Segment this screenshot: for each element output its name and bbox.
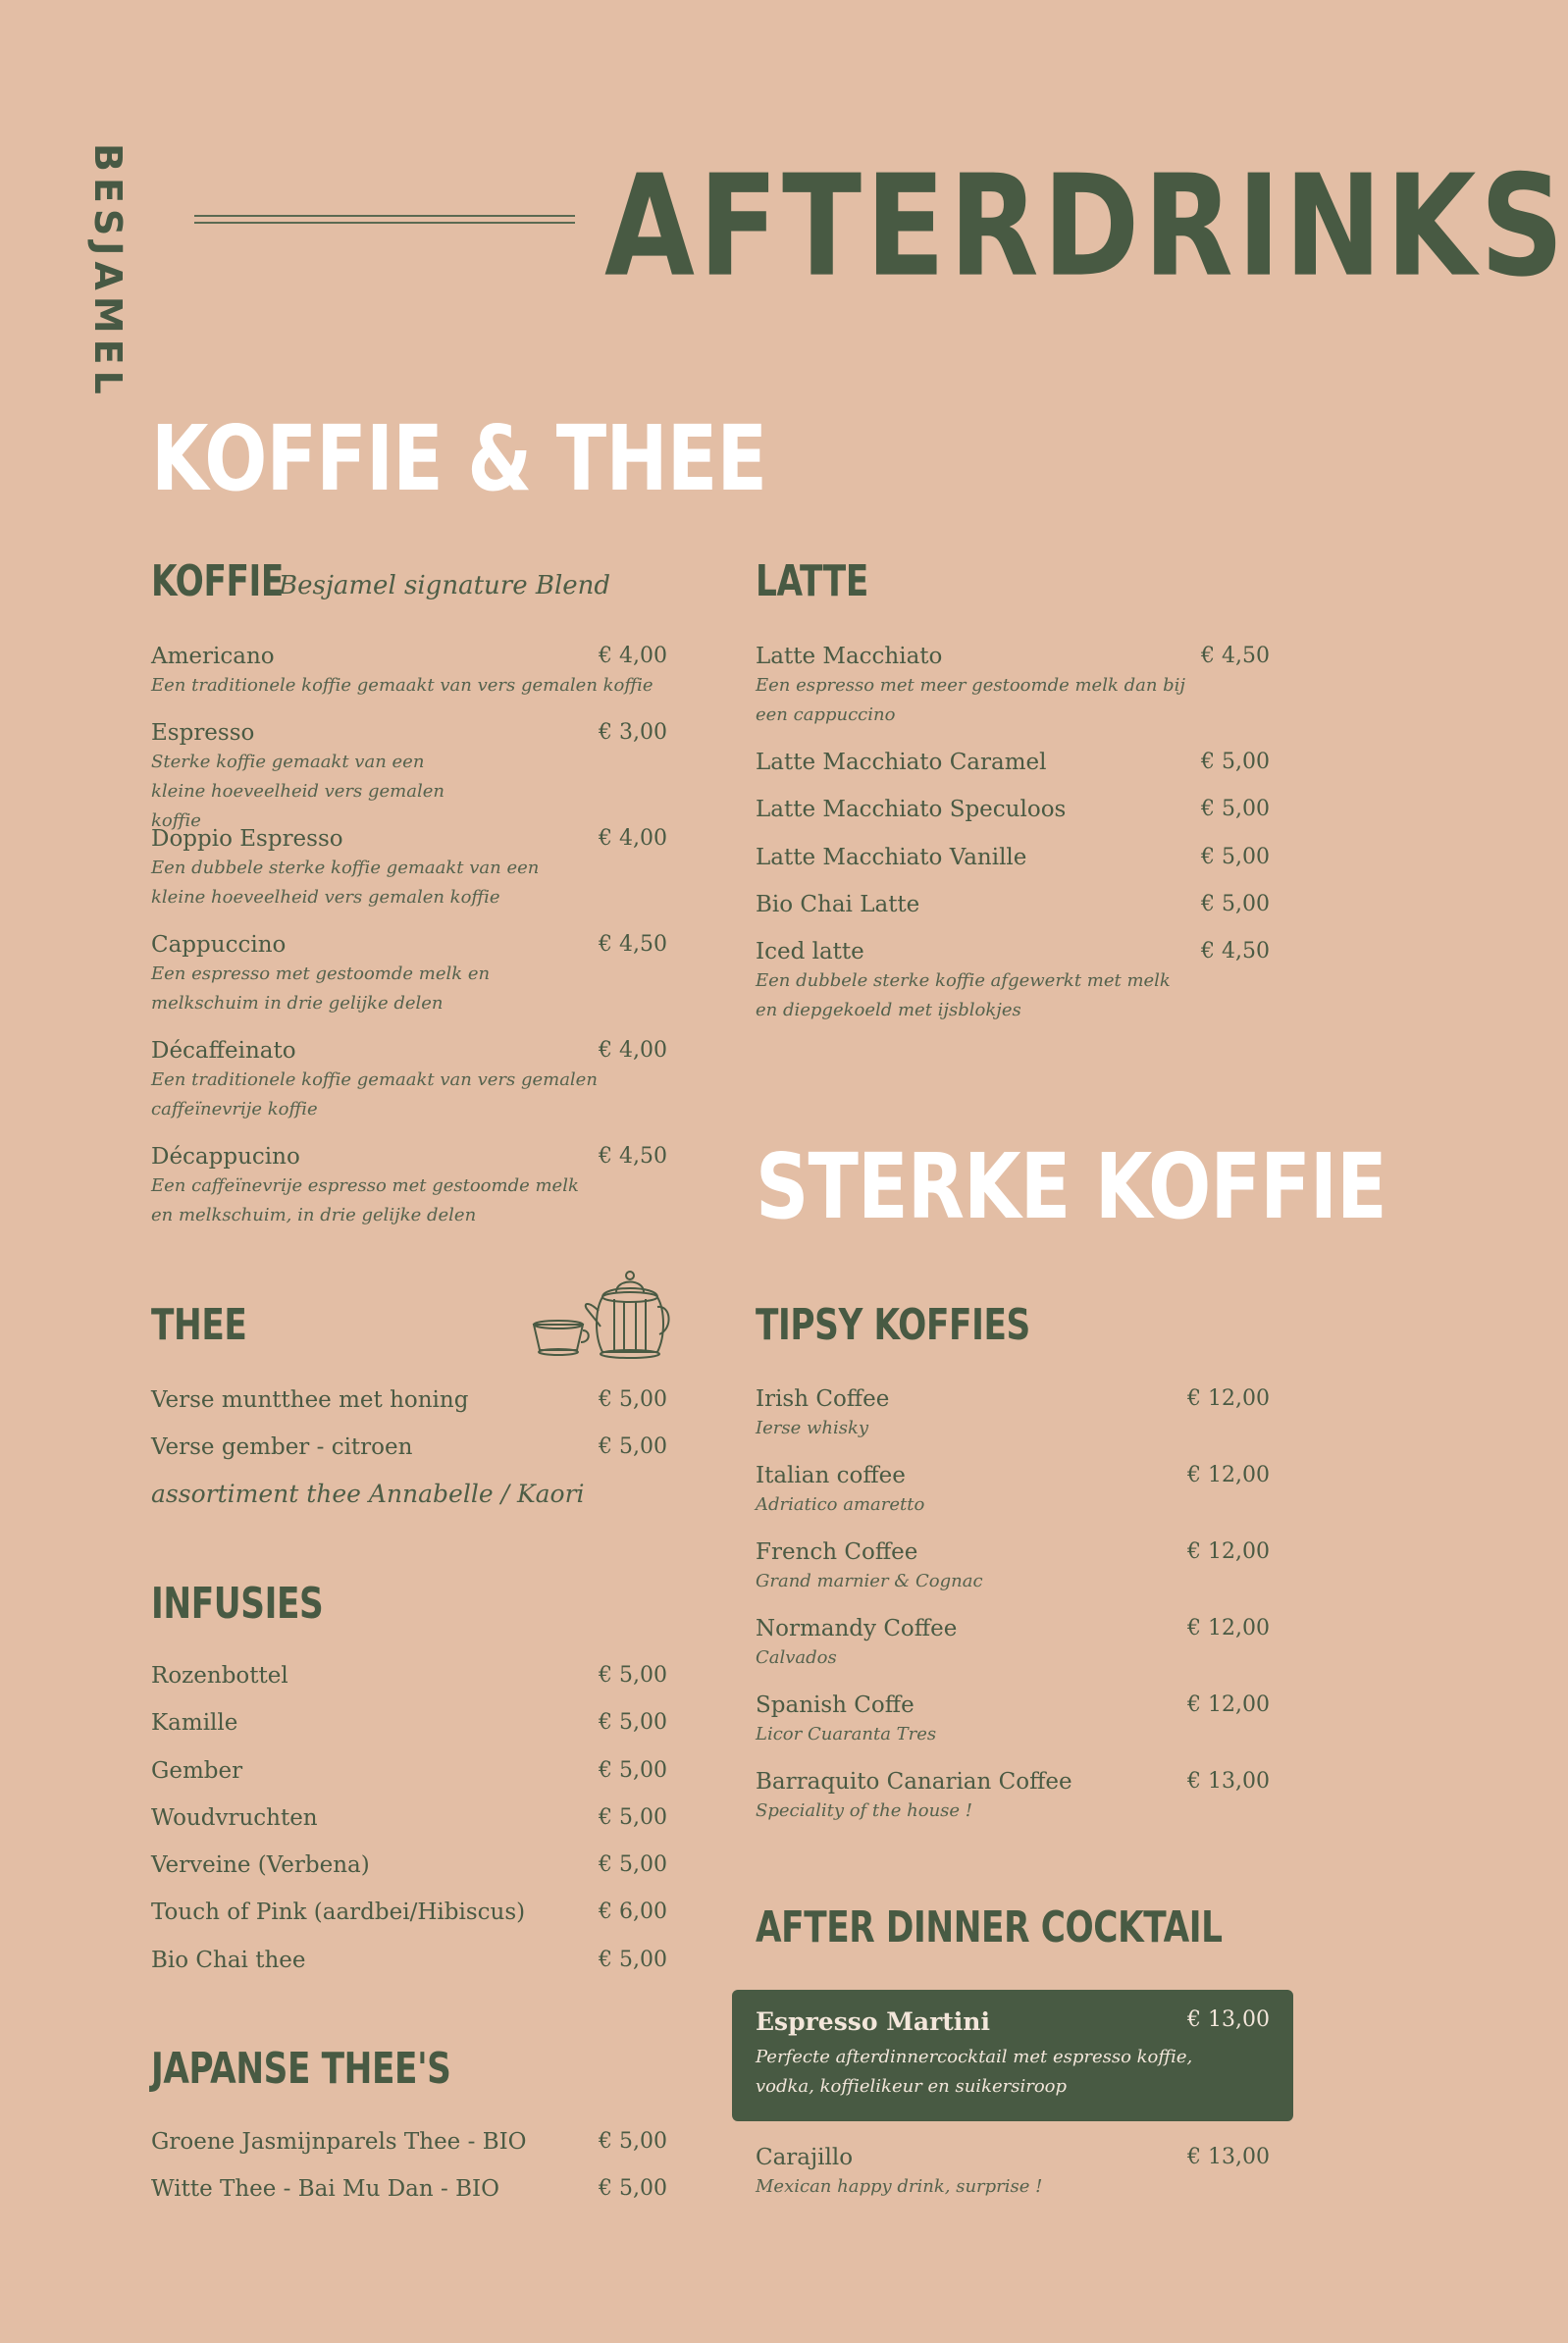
- item-name: Iced latte: [756, 939, 864, 964]
- menu-item: [756, 748, 1270, 777]
- header-rule: [194, 215, 575, 224]
- category-heading-tipsy-koffies: TIPSY KOFFIES: [756, 1300, 1030, 1350]
- item-name: Décaffeinato: [151, 1038, 296, 1064]
- menu-item: [151, 1708, 667, 1738]
- section-title-sterke-koffie: STERKE KOFFIE: [756, 1134, 1386, 1239]
- item-name: Décappucino: [151, 1144, 300, 1170]
- item-name: Rozenbottel: [151, 1663, 288, 1689]
- item-description: Speciality of the house !: [756, 1800, 973, 1821]
- logo-text: BESJAMEL: [86, 143, 130, 400]
- item-name: Groene Jasmijnparels Thee - BIO: [151, 2129, 527, 2155]
- item-description: Ierse whisky: [756, 1418, 869, 1438]
- item-price: € 4,50: [1201, 644, 1270, 668]
- item-name: Latte Macchiato Speculoos: [756, 797, 1067, 822]
- item-price: € 4,00: [599, 644, 667, 668]
- menu-item: [151, 1036, 667, 1124]
- item-name: Touch of Pink (aardbei/Hibiscus): [151, 1900, 526, 1925]
- menu-item: [151, 1142, 667, 1230]
- item-name: Latte Macchiato Caramel: [756, 750, 1047, 775]
- item-description: Mexican happy drink, surprise !: [756, 2176, 1043, 2197]
- item-name: French Coffee: [756, 1539, 918, 1565]
- item-name: Espresso: [151, 720, 255, 746]
- category-heading-latte: LATTE: [756, 556, 868, 606]
- featured-item-price: € 13,00: [1187, 2007, 1270, 2032]
- item-name: Americano: [151, 644, 275, 669]
- item-name: Normandy Coffee: [756, 1616, 958, 1641]
- item-description: Een espresso met gestoomde melk en melkschuim in drie gelijke delen: [151, 963, 491, 1014]
- menu-item: [756, 642, 1270, 730]
- item-price: € 5,00: [599, 1758, 667, 1783]
- menu-item: [756, 937, 1270, 1025]
- category-heading-infusies: INFUSIES: [151, 1579, 324, 1629]
- item-price: € 5,00: [1201, 750, 1270, 774]
- item-price: € 4,50: [599, 1144, 667, 1169]
- menu-item: [151, 1385, 667, 1415]
- menu-item: [151, 1850, 667, 1880]
- item-price: € 12,00: [1187, 1463, 1270, 1487]
- menu-item: [756, 843, 1270, 872]
- item-description: Een espresso met meer gestoomde melk dan bij een cappuccino: [756, 675, 1186, 725]
- category-heading-japanse-thee: JAPANSE THEE'S: [151, 2044, 451, 2094]
- koffie-tagline: Besjamel signature Blend: [279, 571, 611, 600]
- menu-item: [756, 1537, 1270, 1596]
- item-name: Latte Macchiato Vanille: [756, 845, 1027, 870]
- item-name: Witte Thee - Bai Mu Dan - BIO: [151, 2176, 499, 2202]
- item-name: Spanish Coffe: [756, 1692, 915, 1718]
- item-price: € 4,00: [599, 1038, 667, 1063]
- item-name: Cappuccino: [151, 932, 287, 958]
- item-name: Irish Coffee: [756, 1386, 890, 1412]
- featured-item-description: Perfecte afterdinnercocktail met espresso koffie, vodka, koffielikeur en suikersiroop: [756, 2047, 1193, 2097]
- item-description: Een dubbele sterke koffie gemaakt van een kleine hoeveelheid vers gemalen koffie: [151, 858, 540, 908]
- menu-item: [151, 930, 667, 1018]
- item-name: Kamille: [151, 1710, 238, 1736]
- item-price: € 5,00: [1201, 845, 1270, 869]
- item-price: € 6,00: [599, 1900, 667, 1924]
- item-name: Gember: [151, 1758, 243, 1784]
- menu-item: [756, 1461, 1270, 1520]
- item-price: € 5,00: [599, 1948, 667, 1972]
- item-name: Doppio Espresso: [151, 826, 343, 852]
- featured-item-name: Espresso Martini: [756, 2007, 990, 2036]
- item-name: Bio Chai Latte: [756, 892, 920, 917]
- menu-item: [151, 1898, 667, 1927]
- menu-item: [151, 642, 667, 701]
- item-price: € 12,00: [1187, 1692, 1270, 1717]
- item-description: Licor Cuaranta Tres: [756, 1724, 937, 1744]
- menu-item: [151, 824, 667, 912]
- item-price: € 5,00: [1201, 892, 1270, 916]
- page-title: AFTERDRINKS: [604, 144, 1568, 309]
- menu-item: [151, 1803, 667, 1833]
- menu-item: [151, 718, 667, 836]
- item-price: € 5,00: [599, 1387, 667, 1412]
- menu-item: [756, 890, 1270, 919]
- item-price: € 5,00: [599, 2176, 667, 2201]
- menu-item: [151, 1946, 667, 1975]
- item-price: € 3,00: [599, 720, 667, 745]
- item-description: Een caffeïnevrije espresso met gestoomde melk en melkschuim, in drie gelijke delen: [151, 1175, 579, 1225]
- item-price: € 5,00: [599, 1663, 667, 1688]
- teapot-icon: [530, 1268, 683, 1362]
- item-price: € 4,00: [599, 826, 667, 851]
- item-description: Grand marnier & Cognac: [756, 1571, 983, 1591]
- item-price: € 5,00: [599, 1434, 667, 1459]
- logo: [86, 143, 145, 400]
- item-name: Verse gember - citroen: [151, 1434, 413, 1460]
- item-price: € 5,00: [599, 1805, 667, 1830]
- item-description: Een traditionele koffie gemaakt van vers gemalen koffie: [151, 675, 653, 696]
- item-price: € 4,50: [1201, 939, 1270, 963]
- item-name: Carajillo: [756, 2145, 854, 2170]
- item-price: € 13,00: [1187, 2145, 1270, 2169]
- item-description: Een dubbele sterke koffie afgewerkt met melk en diepgekoeld met ijsblokjes: [756, 970, 1171, 1020]
- menu-item: [756, 1384, 1270, 1443]
- section-title-koffie-thee: KOFFIE & THEE: [151, 406, 767, 511]
- item-name: Verse muntthee met honing: [151, 1387, 469, 1413]
- menu-item: [151, 1756, 667, 1786]
- menu-item: [151, 2127, 667, 2157]
- item-name: Verveine (Verbena): [151, 1852, 370, 1878]
- menu-item: [756, 795, 1270, 824]
- item-price: € 4,50: [599, 932, 667, 957]
- item-description: Calvados: [756, 1647, 837, 1668]
- item-name: Woudvruchten: [151, 1805, 318, 1831]
- item-name: Bio Chai thee: [151, 1948, 306, 1973]
- menu-item: [151, 2174, 667, 2204]
- menu-item: [756, 2143, 1270, 2202]
- item-name: Barraquito Canarian Coffee: [756, 1769, 1072, 1795]
- item-name: Italian coffee: [756, 1463, 906, 1488]
- item-name: Latte Macchiato: [756, 644, 943, 669]
- item-price: € 5,00: [1201, 797, 1270, 821]
- menu-item: [756, 1767, 1270, 1826]
- menu-item: [151, 1432, 667, 1462]
- item-description: Adriatico amaretto: [756, 1494, 925, 1515]
- featured-cocktail-box: [732, 1990, 1293, 2121]
- item-price: € 5,00: [599, 1852, 667, 1877]
- menu-item: [151, 1661, 667, 1691]
- menu-item: [756, 1691, 1270, 1749]
- item-description: Sterke koffie gemaakt van een kleine hoeveelheid vers gemalen koffie: [151, 752, 444, 831]
- item-price: € 5,00: [599, 1710, 667, 1735]
- item-price: € 5,00: [599, 2129, 667, 2154]
- item-price: € 12,00: [1187, 1386, 1270, 1411]
- item-price: € 12,00: [1187, 1539, 1270, 1564]
- item-price: € 13,00: [1187, 1769, 1270, 1794]
- item-price: € 12,00: [1187, 1616, 1270, 1640]
- category-heading-koffie: KOFFIE: [151, 556, 285, 606]
- category-heading-after-dinner-cocktail: AFTER DINNER COCKTAIL: [756, 1902, 1223, 1952]
- menu-item: [756, 1614, 1270, 1673]
- category-heading-thee: THEE: [151, 1300, 247, 1350]
- item-description: Een traditionele koffie gemaakt van vers gemalen caffeïnevrije koffie: [151, 1069, 598, 1119]
- thee-assortment-note: assortiment thee Annabelle / Kaori: [151, 1480, 585, 1508]
